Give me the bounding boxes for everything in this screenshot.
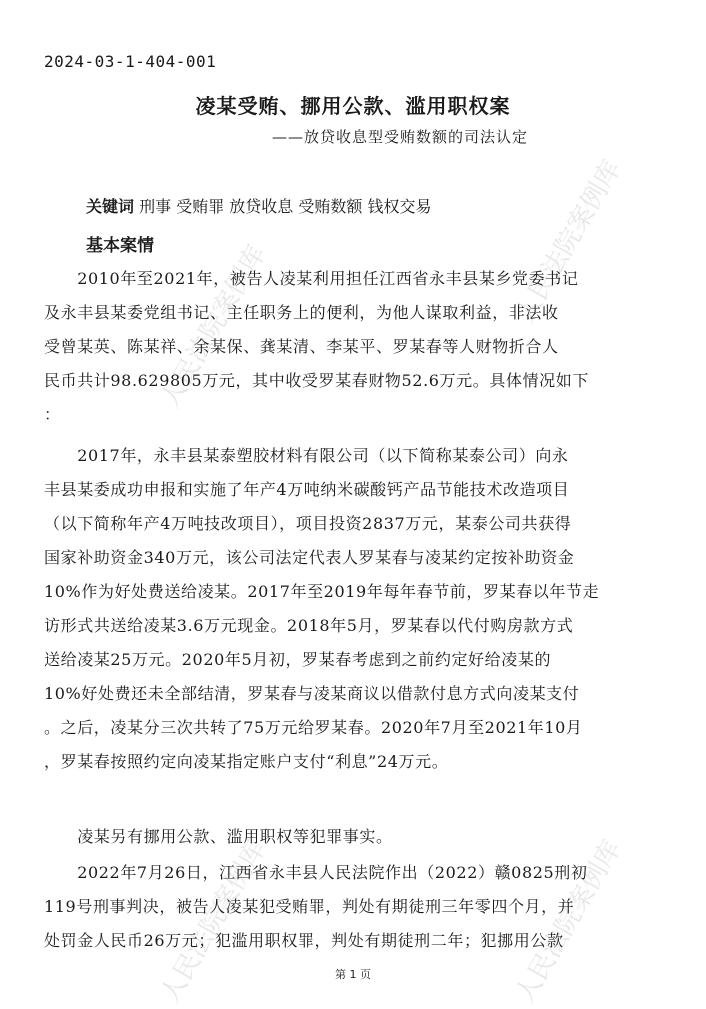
watermark: 人民法院案例库 xyxy=(510,155,628,328)
section-heading: 基本案情 xyxy=(86,236,154,256)
text-line: 119号刑事判决，被告人凌某犯受贿罪，判处有期徒刑三年零四个月，并 xyxy=(44,897,575,916)
watermark: 人民法院案例库 xyxy=(155,240,273,413)
text-line: 10%作为好处费送给凌某。2017年至2019年每年春节前，罗某春以年节走 xyxy=(44,582,600,601)
watermark: 人民法院案例库 xyxy=(155,835,273,1008)
text-line: 送给凌某25万元。2020年5月初，罗某春考虑到之前约定好给凌某的 xyxy=(44,650,552,669)
paragraph xyxy=(44,856,664,958)
text-line: 凌某另有挪用公款、滥用职权等犯罪事实。 xyxy=(44,827,393,846)
text-line: 2022年7月26日，江西省永丰县人民法院作出（2022）赣0825刑初 xyxy=(44,863,588,882)
text-line: ： xyxy=(44,405,61,424)
page-number: 第 1 页 xyxy=(335,968,371,981)
text-line: 国家补助资金340万元，该公司法定代表人罗某春与凌某约定按补助资金 xyxy=(44,548,575,567)
case-number: 2024-03-1-404-001 xyxy=(44,52,217,71)
text-line: 2017年，永丰县某泰塑胶材料有限公司（以下简称某泰公司）向永 xyxy=(44,446,569,465)
text-line: 10%好处费还未全部结清，罗某春与凌某商议以借款付息方式向凌某支付 xyxy=(44,684,580,703)
text-line: 受曾某英、陈某祥、余某保、龚某清、李某平、罗某春等人财物折合人 xyxy=(44,337,559,356)
text-line: 访形式共送给凌某3.6万元现金。2018年5月，罗某春以代付购房款方式 xyxy=(44,616,574,635)
text-line: 丰县某委成功申报和实施了年产4万吨纳米碳酸钙产品节能技术改造项目 xyxy=(44,480,570,499)
watermark: 人民法院案例库 xyxy=(510,835,628,1008)
text-line: ，罗某春按照约定向凌某指定账户支付“利息”24万元。 xyxy=(44,752,449,771)
paragraph xyxy=(44,820,664,854)
text-line: 民币共计98.629805万元，其中收受罗某春财物52.6万元。具体情况如下 xyxy=(44,371,589,390)
document-title: 凌某受贿、挪用公款、滥用职权案 xyxy=(195,94,511,118)
text-line: （以下简称年产4万吨技改项目），项目投资2837万元，某泰公司共获得 xyxy=(44,514,572,533)
text-line: 处罚金人民币26万元；犯滥用职权罪，判处有期徒刑二年；犯挪用公款 xyxy=(44,931,564,950)
keywords-line xyxy=(86,194,431,217)
text-line: 及永丰县某委党组书记、主任职务上的便利，为他人谋取利益，非法收 xyxy=(44,303,559,322)
paragraph xyxy=(44,439,664,779)
paragraph xyxy=(44,262,664,432)
document-subtitle: ——放贷收息型受贿数额的司法认定 xyxy=(271,128,528,146)
text-line: 。之后，凌某分三次共转了75万元给罗某春。2020年7月至2021年10月 xyxy=(44,718,583,737)
keywords-terms: 刑事 受贿罪 放贷收息 受贿数额 钱权交易 xyxy=(139,197,432,216)
text-line: 2010年至2021年，被告人凌某利用担任江西省永丰县某乡党委书记 xyxy=(44,269,579,288)
keywords-label: 关键词 xyxy=(86,197,135,216)
